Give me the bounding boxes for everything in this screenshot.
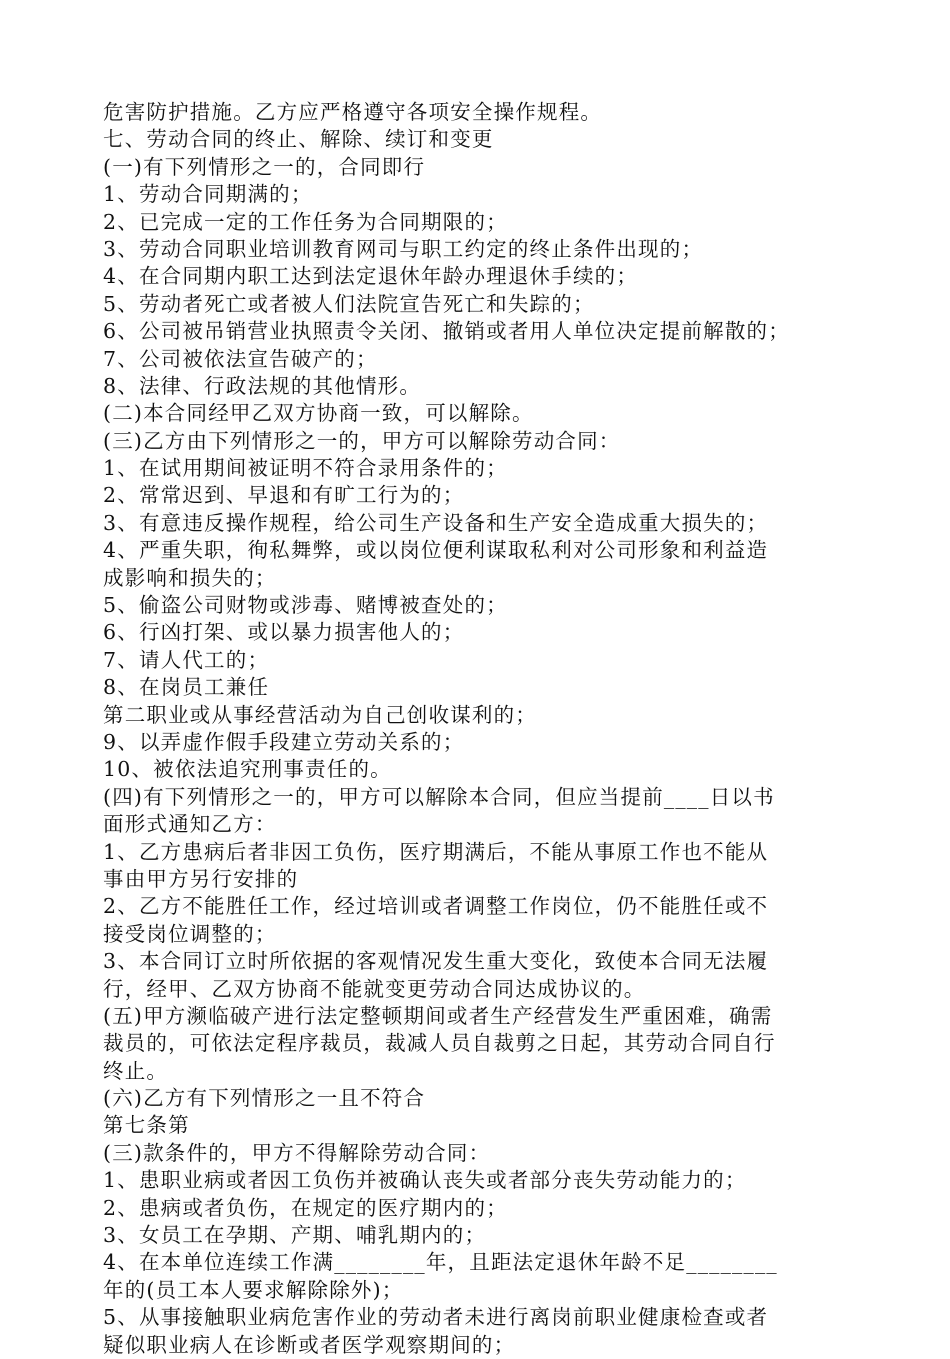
text-line: 7、请人代工的； xyxy=(103,647,270,672)
text-line: 5、劳动者死亡或者被人们法院宣告死亡和失踪的； xyxy=(103,291,595,316)
text-line: 5、从事接触职业病危害作业的劳动者未进行离岗前职业健康检查或者 xyxy=(103,1305,769,1330)
text-line: (五)甲方濒临破产进行法定整顿期间或者生产经营发生严重困难，确需 xyxy=(103,1003,773,1028)
document-body xyxy=(103,99,855,1359)
text-line: 7、公司被依法宣告破产的； xyxy=(103,346,378,371)
text-line: 4、在合同期内职工达到法定退休年龄办理退休手续的； xyxy=(103,264,639,289)
text-line: (二)本合同经甲乙双方协商一致，可以解除。 xyxy=(103,401,534,426)
text-line: 面形式通知乙方： xyxy=(103,812,277,837)
text-line: 终止。 xyxy=(103,1058,169,1083)
text-line: 第七条第 xyxy=(103,1113,190,1138)
text-line: (三)款条件的，甲方不得解除劳动合同： xyxy=(103,1140,491,1165)
text-line: (三)乙方由下列情形之一的，甲方可以解除劳动合同： xyxy=(103,428,621,453)
text-line: 接受岗位调整的； xyxy=(103,921,277,946)
text-line: (六)乙方有下列情形之一且不符合 xyxy=(103,1086,426,1111)
text-line: 3、有意违反操作规程，给公司生产设备和生产安全造成重大损失的； xyxy=(103,510,769,535)
text-line: 3、本合同订立时所依据的客观情况发生重大变化，致使本合同无法履 xyxy=(103,949,769,974)
text-line: 9、以弄虚作假手段建立劳动关系的； xyxy=(103,729,465,754)
text-line: 2、乙方不能胜任工作，经过培训或者调整工作岗位，仍不能胜任或不 xyxy=(103,894,769,919)
text-line: 2、患病或者负伤，在规定的医疗期内的； xyxy=(103,1195,508,1220)
text-line: 6、公司被吊销营业执照责令关闭、撤销或者用人单位决定提前解散的； xyxy=(103,319,790,344)
text-line: (一)有下列情形之一的，合同即行 xyxy=(103,154,426,179)
text-line: 成影响和损失的； xyxy=(103,565,277,590)
text-line: 6、行凶打架、或以暴力损害他人的； xyxy=(103,620,465,645)
text-line: 8、在岗员工兼任 xyxy=(103,675,270,700)
text-line: 危害防护措施。乙方应严格遵守各项安全操作规程。 xyxy=(103,100,603,124)
section-heading: 七、劳动合同的终止、解除、续订和变更 xyxy=(103,127,494,152)
text-line: 4、严重失职，徇私舞弊，或以岗位便利谋取私利对公司形象和利益造 xyxy=(103,538,769,563)
text-line: 1、患职业病或者因工负伤并被确认丧失或者部分丧失劳动能力的； xyxy=(103,1168,747,1193)
text-line: 第二职业或从事经营活动为自己创收谋利的； xyxy=(103,702,537,727)
text-line: 1、乙方患病后者非因工负伤，医疗期满后，不能从事原工作也不能从 xyxy=(103,839,769,864)
text-line: 裁员的，可依法定程序裁员，裁减人员自裁剪之日起，其劳动合同自行 xyxy=(103,1031,776,1056)
text-line: 3、劳动合同职业培训教育网司与职工约定的终止条件出现的； xyxy=(103,236,704,261)
text-line: 10、被依法追究刑事责任的。 xyxy=(103,757,392,782)
text-line: 3、女员工在孕期、产期、哺乳期内的； xyxy=(103,1223,487,1248)
text-line: 5、偷盗公司财物或涉毒、赌博被查处的； xyxy=(103,593,508,618)
text-line: 事由甲方另行安排的 xyxy=(103,866,299,891)
text-line: 2、常常迟到、早退和有旷工行为的； xyxy=(103,483,465,508)
text-line: (四)有下列情形之一的，甲方可以解除本合同，但应当提前____日以书 xyxy=(103,784,775,809)
text-line: 4、在本单位连续工作满________年，且距法定退休年龄不足________ xyxy=(103,1250,778,1275)
text-line: 1、劳动合同期满的； xyxy=(103,182,313,207)
text-line: 8、法律、行政法规的其他情形。 xyxy=(103,373,422,398)
text-line: 2、已完成一定的工作任务为合同期限的； xyxy=(103,209,508,234)
text-line: 1、在试用期间被证明不符合录用条件的； xyxy=(103,456,508,481)
text-line: 年的(员工本人要求解除除外)； xyxy=(103,1277,404,1302)
text-line: 行，经甲、乙双方协商不能就变更劳动合同达成协议的。 xyxy=(103,976,646,1001)
text-line: 疑似职业病人在诊断或者医学观察期间的； xyxy=(103,1332,516,1357)
